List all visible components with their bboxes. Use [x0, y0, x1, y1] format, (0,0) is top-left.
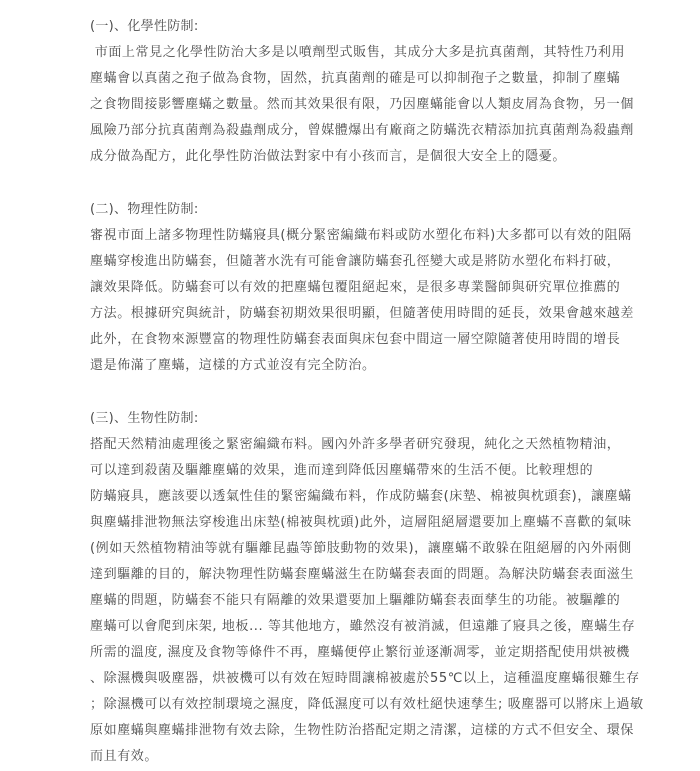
paragraph-line: 塵蟎可以會爬到床架, 地板... 等其他地方，雖然沒有被消滅，但遠離了寢具之後，塵蟎生存 — [90, 619, 636, 634]
paragraph-line: 風險乃部分抗真菌劑為殺蟲劑成分，曾媒體爆出有廠商之防蟎洗衣精添加抗真菌劑為殺蟲劑 — [90, 123, 635, 138]
section-heading: (一)、化學性防制: — [90, 19, 199, 34]
paragraph-line: 塵蟎會以真菌之孢子做為食物，固然，抗真菌劑的確是可以抑制孢子之數量，抑制了塵蟎 — [90, 71, 621, 86]
paragraph-line: 而且有效。 — [90, 749, 159, 764]
paragraph-line: 市面上常見之化學性防治大多是以噴劑型式販售，其成分大多是抗真菌劑，其特性乃利用 — [90, 45, 626, 60]
section-heading: (二)、物理性防制: — [90, 202, 199, 217]
paragraph-line: 此外，在食物來源豐富的物理性防蟎套表面與床包套中間這一層空隙隨著使用時間的增長 — [90, 332, 621, 347]
section-chemical-control — [90, 14, 690, 170]
section-heading: (三)、生物性防制: — [90, 411, 199, 426]
paragraph-line: (例如天然植物精油等就有驅離昆蟲等節肢動物的效果)，讓塵蟎不敢躲在阻絕層的內外兩側 — [90, 541, 632, 556]
paragraph-line: 之食物間接影響塵蟎之數量。然而其效果很有限，乃因塵蟎能會以人類皮屑為食物，另一個 — [90, 97, 635, 112]
paragraph-line: 方法。根據研究與統計，防蟎套初期效果很明顯，但隨著使用時間的延長，效果會越來越差 — [90, 306, 635, 321]
paragraph-line: 塵蟎的問題，防蟎套不能只有隔離的效果還要加上驅離防蟎套表面孳生的功能。被驅離的 — [90, 593, 621, 608]
section-physical-control — [90, 197, 690, 379]
paragraph-line: 所需的溫度, 濕度及食物等條件不再，塵蟎便停止繁衍並逐漸凋零，並定期搭配使用烘被機 — [90, 645, 630, 660]
paragraph-line: 原如塵蟎與塵蟎排泄物有效去除，生物性防治搭配定期之清潔，這樣的方式不但安全、環保 — [90, 723, 635, 738]
paragraph-line: 與塵蟎排泄物無法穿梭進出床墊(棉被與枕頭)此外，這層阻絕層還要加上塵蟎不喜歡的氣味 — [90, 515, 632, 530]
paragraph-line: 審視市面上諸多物理性防蟎寢具(概分緊密編織布料或防水塑化布料)大多都可以有效的阻隔 — [90, 228, 632, 243]
paragraph-line: ；除濕機可以有效控制環境之濕度，降低濕度可以有效杜絕快速孳生; 吸塵器可以將床上過敏 — [90, 697, 644, 712]
paragraph-line: 讓效果降低。防蟎套可以有效的把塵蟎包覆阻絕起來，是很多專業醫師與研究單位推薦的 — [90, 280, 621, 295]
paragraph-line: 塵蟎穿梭進出防蟎套，但隨著水洗有可能會讓防蟎套孔徑變大或是將防水塑化布料打破， — [90, 254, 621, 269]
paragraph-line: 、除濕機與吸塵器，烘被機可以有效在短時間讓棉被處於55℃以上，這種溫度塵蟎很難生存 — [90, 671, 640, 686]
paragraph-line: 可以達到殺菌及驅離塵蟎的效果，進而達到降低因塵蟎帶來的生活不便。比較理想的 — [90, 463, 594, 478]
section-biological-control — [90, 406, 690, 770]
paragraph-line: 成分做為配方，此化學性防治做法對家中有小孩而言，是個很大安全上的隱憂。 — [90, 149, 567, 164]
paragraph-line: 達到驅離的目的，解決物理性防蟎套塵蟎滋生在防蟎套表面的問題。為解決防蟎套表面滋生 — [90, 567, 635, 582]
paragraph-line: 還是佈滿了塵蟎，這樣的方式並沒有完全防治。 — [90, 358, 376, 373]
paragraph-line: 搭配天然精油處理後之緊密編織布料。國內外許多學者研究發現，純化之天然植物精油， — [90, 437, 621, 452]
paragraph-line: 防蟎寢具，應該要以透氣性佳的緊密編織布料，作成防蟎套(床墊、棉被與枕頭套)，讓塵蟎 — [90, 489, 632, 504]
